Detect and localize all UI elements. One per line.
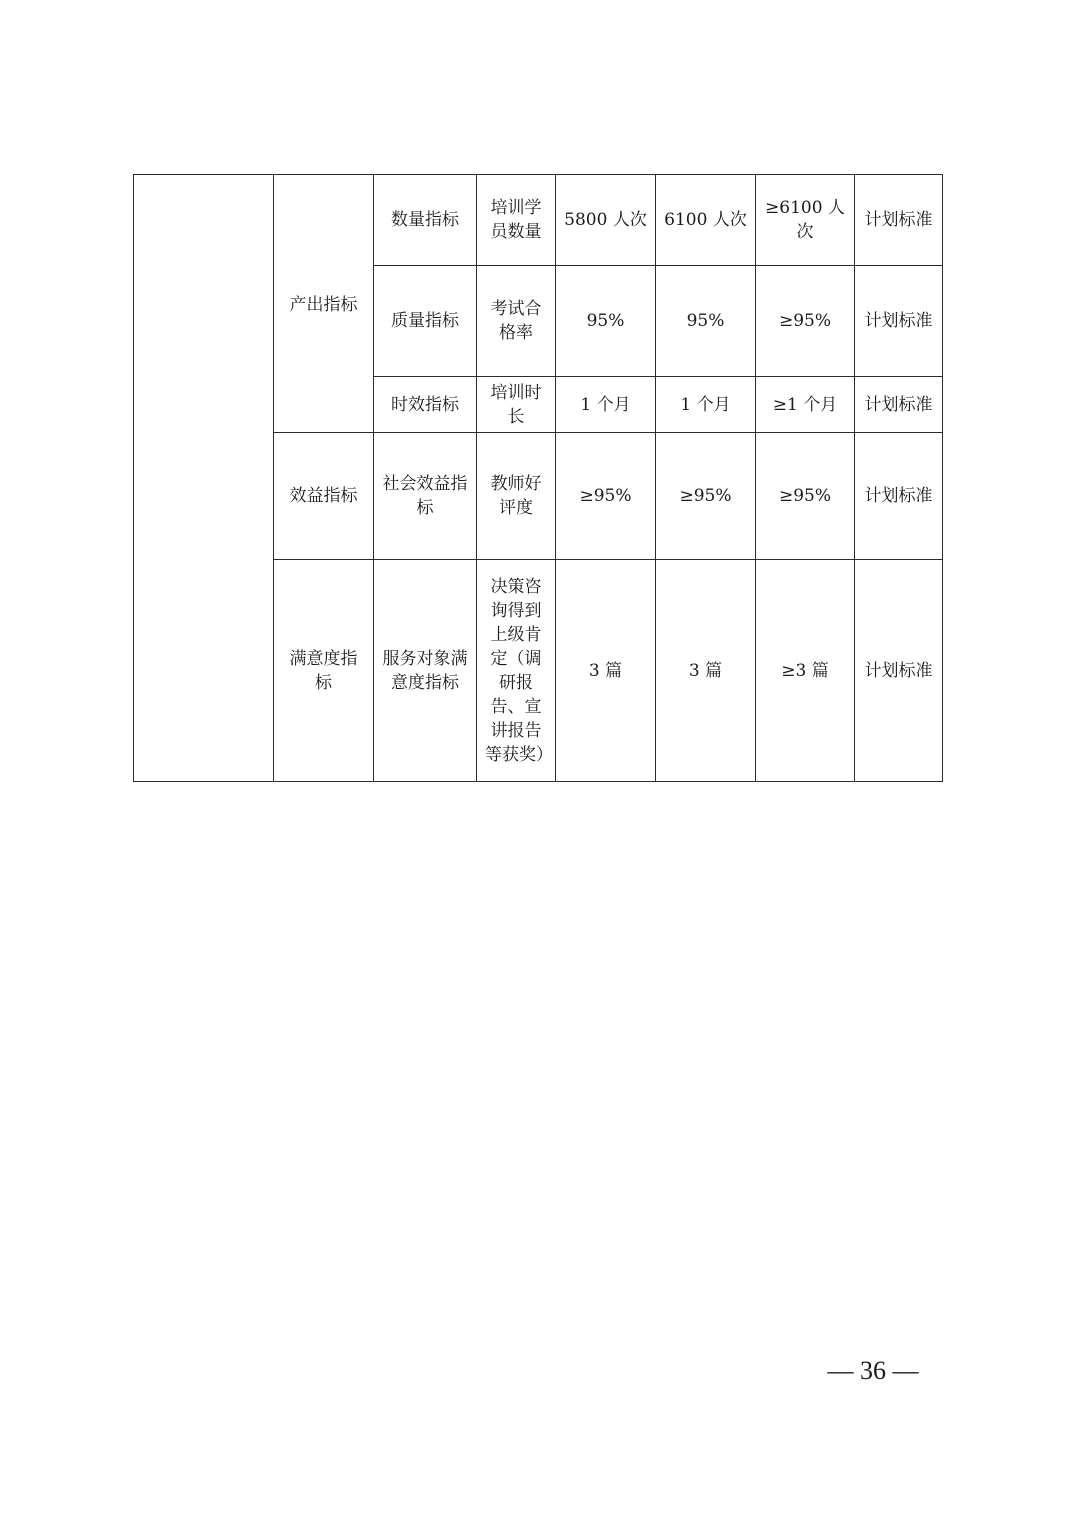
blank-merged-cell (134, 175, 274, 782)
basis-cell: 计划标准 (855, 175, 943, 266)
basis-cell: 计划标准 (855, 377, 943, 433)
target-cell: ≥6100 人次 (756, 175, 855, 266)
category-cell: 效益指标 (274, 433, 374, 560)
value-b-cell: 95% (656, 266, 756, 377)
value-b-cell: 1 个月 (656, 377, 756, 433)
basis-cell: 计划标准 (855, 560, 943, 782)
value-b-cell: ≥95% (656, 433, 756, 560)
value-a-cell: 95% (556, 266, 656, 377)
value-a-cell: 5800 人次 (556, 175, 656, 266)
item-cell: 教师好评度 (477, 433, 556, 560)
item-cell: 培训学员数量 (477, 175, 556, 266)
item-cell: 培训时长 (477, 377, 556, 433)
page-number: — 36 — (827, 1356, 919, 1385)
table-row (134, 175, 943, 266)
value-a-cell: 3 篇 (556, 560, 656, 782)
value-a-cell: ≥95% (556, 433, 656, 560)
sub-indicator-cell: 服务对象满意度指标 (374, 560, 477, 782)
sub-indicator-cell: 数量指标 (374, 175, 477, 266)
performance-indicator-table (133, 174, 943, 782)
basis-cell: 计划标准 (855, 266, 943, 377)
category-cell: 满意度指标 (274, 560, 374, 782)
sub-indicator-cell: 时效指标 (374, 377, 477, 433)
basis-cell: 计划标准 (855, 433, 943, 560)
sub-indicator-cell: 社会效益指标 (374, 433, 477, 560)
item-cell: 决策咨询得到上级肯定（调研报告、宣讲报告等获奖） (477, 560, 556, 782)
item-cell: 考试合格率 (477, 266, 556, 377)
target-cell: ≥95% (756, 266, 855, 377)
target-cell: ≥95% (756, 433, 855, 560)
target-cell: ≥3 篇 (756, 560, 855, 782)
category-cell: 产出指标 (274, 175, 374, 433)
value-b-cell: 6100 人次 (656, 175, 756, 266)
value-b-cell: 3 篇 (656, 560, 756, 782)
sub-indicator-cell: 质量指标 (374, 266, 477, 377)
target-cell: ≥1 个月 (756, 377, 855, 433)
value-a-cell: 1 个月 (556, 377, 656, 433)
